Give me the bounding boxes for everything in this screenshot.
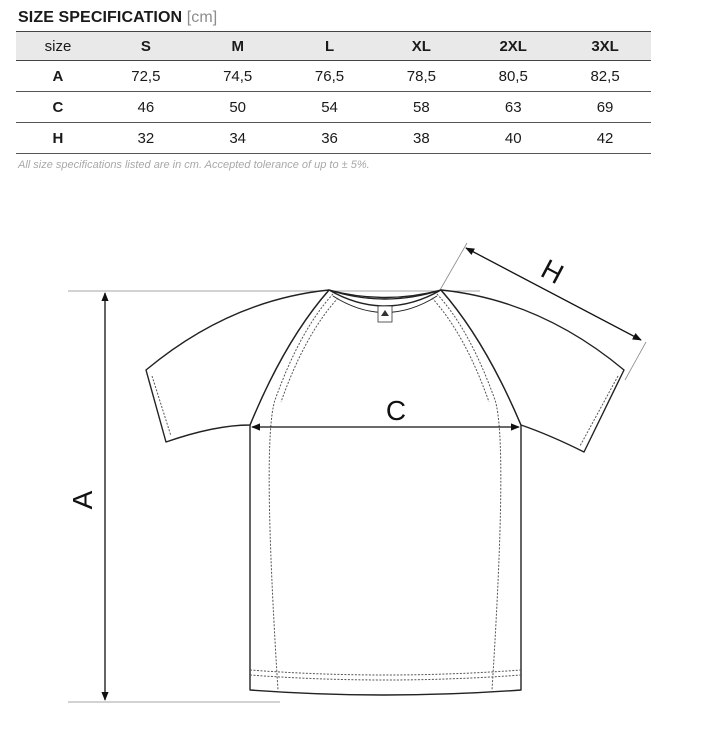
table-cell: 63 xyxy=(467,92,559,123)
tshirt-outline-icon xyxy=(146,290,624,695)
title-text: SIZE SPECIFICATION xyxy=(18,9,183,26)
page-title xyxy=(18,9,217,27)
table-cell: 82,5 xyxy=(559,61,651,92)
column-header: S xyxy=(100,32,192,61)
table-cell: 42 xyxy=(559,123,651,154)
title-unit: [cm] xyxy=(186,9,218,26)
row-label: A xyxy=(16,61,100,92)
row-label: C xyxy=(16,92,100,123)
tolerance-note: All size specifications listed are in cm. Accepted tolerance of up to ± 5%. xyxy=(18,159,370,171)
table-header-row xyxy=(16,32,651,61)
table-cell: 50 xyxy=(192,92,284,123)
table-row xyxy=(16,92,651,123)
table-cell: 72,5 xyxy=(100,61,192,92)
label-a: A xyxy=(67,490,98,510)
column-header: size xyxy=(16,32,100,61)
table-cell: 36 xyxy=(284,123,376,154)
table-cell: 69 xyxy=(559,92,651,123)
column-header: L xyxy=(284,32,376,61)
table-cell: 34 xyxy=(192,123,284,154)
table-cell: 58 xyxy=(375,92,467,123)
column-header: 3XL xyxy=(559,32,651,61)
table-cell: 74,5 xyxy=(192,61,284,92)
table-cell: 38 xyxy=(375,123,467,154)
table-cell: 54 xyxy=(284,92,376,123)
table-cell: 40 xyxy=(467,123,559,154)
table-row xyxy=(16,123,651,154)
tshirt-diagram xyxy=(0,230,714,750)
size-table xyxy=(16,31,651,154)
table-row xyxy=(16,61,651,92)
row-label: H xyxy=(16,123,100,154)
table-cell: 76,5 xyxy=(284,61,376,92)
table-cell: 80,5 xyxy=(467,61,559,92)
brand-label-icon xyxy=(378,306,392,322)
column-header: 2XL xyxy=(467,32,559,61)
label-h: H xyxy=(536,253,569,291)
table-cell: 46 xyxy=(100,92,192,123)
table-cell: 32 xyxy=(100,123,192,154)
table-cell: 78,5 xyxy=(375,61,467,92)
column-header: M xyxy=(192,32,284,61)
column-header: XL xyxy=(375,32,467,61)
label-c: C xyxy=(385,395,407,426)
